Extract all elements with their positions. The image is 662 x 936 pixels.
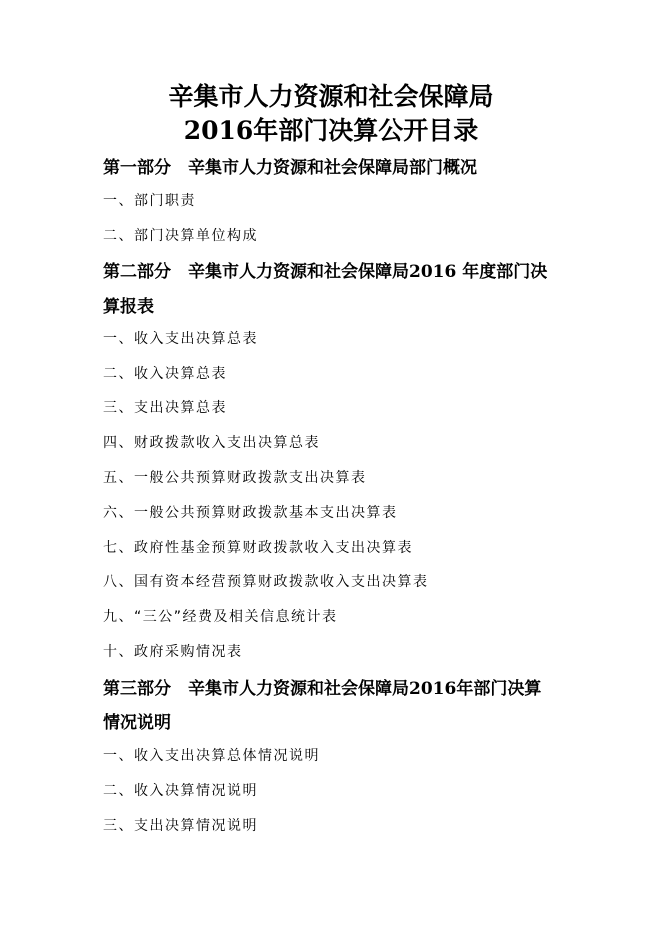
- part3-heading-line1: 第三部分 辛集市人力资源和社会保障局2016年部门决算: [103, 679, 542, 699]
- part2-heading-line1: 第二部分 辛集市人力资源和社会保障局2016 年度部门决: [103, 262, 548, 282]
- part2-item-5: 五、一般公共预算财政拨款支出决算表: [103, 470, 367, 486]
- part2-item-4: 四、财政拨款收入支出决算总表: [103, 435, 320, 451]
- part2-item-2: 二、收入决算总表: [103, 366, 227, 382]
- part1-item-1: 一、部门职责: [103, 193, 196, 209]
- part2-item-8: 八、国有资本经营预算财政拨款收入支出决算表: [103, 574, 429, 590]
- part3-item-1: 一、收入支出决算总体情况说明: [103, 748, 320, 764]
- part2-item-9: 九、“三公”经费及相关信息统计表: [103, 609, 338, 625]
- part1-item-2: 二、部门决算单位构成: [103, 228, 258, 244]
- part2-heading-line2: 算报表: [103, 297, 154, 317]
- part3-heading-line2: 情况说明: [103, 713, 171, 733]
- document-title-line1: 辛集市人力资源和社会保障局: [168, 82, 494, 111]
- part2-item-7: 七、政府性基金预算财政拨款收入支出决算表: [103, 540, 413, 556]
- part2-item-1: 一、收入支出决算总表: [103, 331, 258, 347]
- document-title-line2: 2016年部门决算公开目录: [183, 116, 479, 145]
- part1-heading: 第一部分 辛集市人力资源和社会保障局部门概况: [103, 158, 477, 178]
- part2-item-10: 十、政府采购情况表: [103, 644, 243, 660]
- part3-item-2: 二、收入决算情况说明: [103, 783, 258, 799]
- part2-item-6: 六、一般公共预算财政拨款基本支出决算表: [103, 505, 398, 521]
- part3-item-3: 三、支出决算情况说明: [103, 818, 258, 834]
- part2-item-3: 三、支出决算总表: [103, 400, 227, 416]
